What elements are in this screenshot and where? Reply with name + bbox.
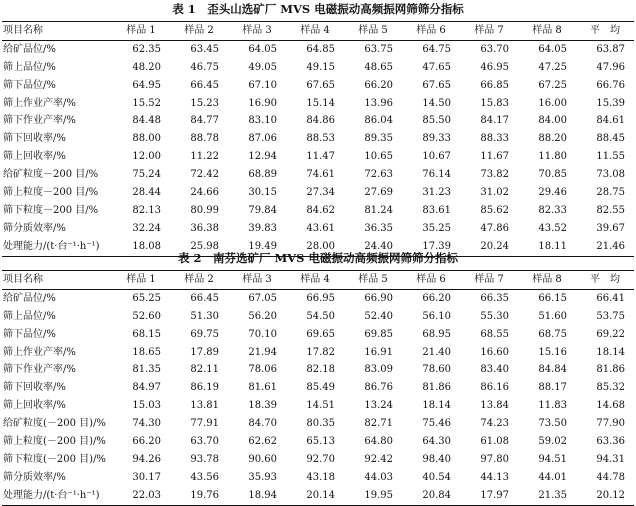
value-cell: 44.78: [596, 471, 625, 483]
value-cell: 64.80: [364, 435, 393, 447]
value-cell: 47.96: [596, 61, 625, 73]
value-cell: 17.82: [306, 346, 335, 358]
value-cell: 86.16: [480, 382, 509, 394]
value-cell: 69.85: [364, 328, 393, 340]
value-cell: 88.45: [596, 133, 625, 145]
value-cell: 82.71: [364, 418, 393, 430]
row-label-cell: 筛上粒度－200 目/%: [3, 186, 99, 198]
value-cell: 62.35: [132, 43, 161, 55]
value-cell: 35.93: [248, 471, 277, 483]
table-row: [2, 59, 634, 77]
value-cell: 88.33: [480, 133, 509, 145]
value-cell: 66.76: [596, 79, 625, 91]
value-cell: 66.41: [596, 292, 625, 304]
value-cell: 66.95: [306, 292, 335, 304]
column-header: 样品 5: [358, 273, 388, 285]
value-cell: 80.35: [306, 418, 335, 430]
value-cell: 83.09: [364, 364, 393, 376]
value-cell: 24.40: [364, 240, 393, 252]
value-cell: 75.46: [422, 418, 451, 430]
value-cell: 94.31: [596, 453, 625, 465]
value-cell: 20.14: [306, 489, 335, 501]
value-cell: 22.03: [132, 489, 161, 501]
row-label-cell: 筛下品位/%: [3, 79, 56, 91]
value-cell: 80.99: [190, 204, 219, 216]
row-label-cell: 筛上回收率/%: [3, 151, 66, 163]
table-row: [2, 77, 634, 95]
column-header: 样品 3: [242, 24, 272, 36]
column-header: 样品 5: [358, 24, 388, 36]
value-cell: 18.08: [132, 240, 161, 252]
value-cell: 35.25: [422, 222, 451, 234]
value-cell: 74.23: [480, 418, 509, 430]
value-cell: 39.83: [248, 222, 277, 234]
row-label-cell: 给矿粒度(－200 目)/%: [3, 418, 106, 430]
value-cell: 84.84: [538, 364, 567, 376]
row-label-cell: 筛下粒度(－200 目)/%: [3, 453, 106, 465]
value-cell: 90.60: [248, 453, 277, 465]
value-cell: 52.60: [132, 310, 161, 322]
value-cell: 48.20: [132, 61, 161, 73]
row-label-cell: 筛下粒度－200 目/%: [3, 204, 99, 216]
value-cell: 66.35: [480, 292, 509, 304]
value-cell: 18.39: [248, 400, 277, 412]
value-cell: 84.48: [132, 115, 161, 127]
table-2-caption: 表 2 南芬选矿厂 MVS 电磁振动高频振网筛筛分指标: [178, 251, 458, 265]
value-cell: 51.30: [190, 310, 219, 322]
value-cell: 67.10: [248, 79, 277, 91]
column-header: 样品 6: [416, 24, 446, 36]
value-cell: 21.40: [422, 346, 451, 358]
row-label-cell: 给矿品位/%: [3, 292, 56, 304]
table-row: [2, 326, 634, 344]
value-cell: 44.13: [480, 471, 509, 483]
value-cell: 12.94: [248, 151, 277, 163]
value-cell: 13.96: [364, 97, 393, 109]
table-row: [2, 202, 634, 220]
value-cell: 86.19: [190, 382, 219, 394]
value-cell: 76.14: [422, 169, 451, 181]
value-cell: 68.15: [132, 328, 161, 340]
value-cell: 43.56: [190, 471, 219, 483]
value-cell: 85.62: [480, 204, 509, 216]
table-row: [2, 361, 634, 379]
table-row: [2, 148, 634, 166]
value-cell: 46.95: [480, 61, 509, 73]
value-cell: 29.46: [538, 186, 567, 198]
value-cell: 93.78: [190, 453, 219, 465]
value-cell: 98.40: [422, 453, 451, 465]
column-header: 项目名称: [3, 24, 43, 36]
value-cell: 86.04: [364, 115, 393, 127]
value-cell: 16.60: [480, 346, 509, 358]
table-row: [2, 469, 634, 487]
value-cell: 15.16: [538, 346, 567, 358]
value-cell: 66.15: [538, 292, 567, 304]
column-header: 样品 1: [126, 273, 156, 285]
column-header: 平 均: [590, 273, 620, 285]
value-cell: 59.02: [538, 435, 567, 447]
table-1-header-row: [2, 22, 634, 41]
value-cell: 13.24: [364, 400, 393, 412]
value-cell: 92.70: [306, 453, 335, 465]
table-row: [2, 184, 634, 202]
value-cell: 21.46: [596, 240, 625, 252]
table-row: [2, 289, 634, 307]
value-cell: 43.52: [538, 222, 567, 234]
value-cell: 64.05: [248, 43, 277, 55]
table-2-container: [2, 270, 634, 506]
value-cell: 48.65: [364, 61, 393, 73]
value-cell: 56.20: [248, 310, 277, 322]
value-cell: 62.62: [248, 435, 277, 447]
value-cell: 18.94: [248, 489, 277, 501]
value-cell: 53.75: [596, 310, 625, 322]
value-cell: 14.51: [306, 400, 335, 412]
value-cell: 28.75: [596, 186, 625, 198]
value-cell: 72.42: [190, 169, 219, 181]
value-cell: 63.70: [480, 43, 509, 55]
value-cell: 44.03: [364, 471, 393, 483]
value-cell: 49.05: [248, 61, 277, 73]
value-cell: 84.61: [596, 115, 625, 127]
value-cell: 47.86: [480, 222, 509, 234]
value-cell: 10.65: [364, 151, 393, 163]
row-label-cell: 筛上作业产率/%: [3, 346, 76, 358]
value-cell: 82.13: [132, 204, 161, 216]
value-cell: 13.81: [190, 400, 219, 412]
row-label-cell: 筛上品位/%: [3, 61, 56, 73]
value-cell: 15.39: [596, 97, 625, 109]
value-cell: 47.65: [422, 61, 451, 73]
row-label-cell: 筛上品位/%: [3, 310, 56, 322]
value-cell: 72.63: [364, 169, 393, 181]
value-cell: 89.33: [422, 133, 451, 145]
table-row: [2, 308, 634, 326]
value-cell: 63.45: [190, 43, 219, 55]
value-cell: 54.50: [306, 310, 335, 322]
row-label-cell: 给矿粒度－200 目/%: [3, 169, 99, 181]
value-cell: 47.25: [538, 61, 567, 73]
value-cell: 88.53: [306, 133, 335, 145]
table-row: [2, 433, 634, 451]
value-cell: 82.33: [538, 204, 567, 216]
value-cell: 81.86: [596, 364, 625, 376]
value-cell: 25.98: [190, 240, 219, 252]
value-cell: 81.35: [132, 364, 161, 376]
table-1-container: [2, 21, 634, 257]
column-header: 样品 8: [532, 24, 562, 36]
value-cell: 46.75: [190, 61, 219, 73]
value-cell: 81.61: [248, 382, 277, 394]
value-cell: 69.22: [596, 328, 625, 340]
table-row: [2, 112, 634, 130]
value-cell: 28.44: [132, 186, 161, 198]
value-cell: 49.15: [306, 61, 335, 73]
table-2-body: [2, 289, 634, 505]
table-1-body: [2, 40, 634, 256]
value-cell: 81.86: [422, 382, 451, 394]
value-cell: 40.54: [422, 471, 451, 483]
table-row: [2, 166, 634, 184]
value-cell: 66.20: [364, 79, 393, 91]
value-cell: 69.65: [306, 328, 335, 340]
value-cell: 32.24: [132, 222, 161, 234]
value-cell: 52.40: [364, 310, 393, 322]
value-cell: 64.75: [422, 43, 451, 55]
table-row: [2, 451, 634, 469]
column-header: 样品 3: [242, 273, 272, 285]
value-cell: 21.94: [248, 346, 277, 358]
value-cell: 15.14: [306, 97, 335, 109]
value-cell: 15.03: [132, 400, 161, 412]
value-cell: 17.89: [190, 346, 219, 358]
value-cell: 63.87: [596, 43, 625, 55]
value-cell: 74.61: [306, 169, 335, 181]
value-cell: 70.85: [538, 169, 567, 181]
value-cell: 13.84: [480, 400, 509, 412]
value-cell: 82.18: [306, 364, 335, 376]
value-cell: 84.70: [248, 418, 277, 430]
table-row: [2, 130, 634, 148]
value-cell: 66.45: [190, 292, 219, 304]
table-1-caption: 表 1 歪头山选矿厂 MVS 电磁振动高频振网筛筛分指标: [172, 2, 464, 16]
value-cell: 86.76: [364, 382, 393, 394]
value-cell: 66.45: [190, 79, 219, 91]
value-cell: 30.15: [248, 186, 277, 198]
value-cell: 55.30: [480, 310, 509, 322]
value-cell: 94.51: [538, 453, 567, 465]
value-cell: 36.38: [190, 222, 219, 234]
value-cell: 85.50: [422, 115, 451, 127]
row-label-cell: 筛上回收率/%: [3, 400, 66, 412]
value-cell: 74.30: [132, 418, 161, 430]
value-cell: 24.66: [190, 186, 219, 198]
column-header: 平 均: [590, 24, 620, 36]
value-cell: 73.08: [596, 169, 625, 181]
value-cell: 64.85: [306, 43, 335, 55]
value-cell: 83.40: [480, 364, 509, 376]
row-label-cell: 处理能力/(t·台⁻¹·h⁻¹): [3, 489, 100, 501]
value-cell: 31.23: [422, 186, 451, 198]
column-header: 样品 2: [184, 273, 214, 285]
value-cell: 81.24: [364, 204, 393, 216]
value-cell: 12.00: [132, 151, 161, 163]
value-cell: 84.97: [132, 382, 161, 394]
column-header: 样品 4: [300, 24, 330, 36]
value-cell: 43.61: [306, 222, 335, 234]
value-cell: 64.05: [538, 43, 567, 55]
value-cell: 66.20: [132, 435, 161, 447]
row-label-cell: 筛下回收率/%: [3, 133, 66, 145]
value-cell: 19.95: [364, 489, 393, 501]
value-cell: 31.02: [480, 186, 509, 198]
row-label-cell: 筛下品位/%: [3, 328, 56, 340]
value-cell: 82.55: [596, 204, 625, 216]
value-cell: 84.77: [190, 115, 219, 127]
value-cell: 88.78: [190, 133, 219, 145]
row-label-cell: 筛下作业产率/%: [3, 115, 76, 127]
value-cell: 84.86: [306, 115, 335, 127]
row-label-cell: 筛上作业产率/%: [3, 97, 76, 109]
value-cell: 14.68: [596, 400, 625, 412]
value-cell: 20.12: [596, 489, 625, 501]
table-row: [2, 397, 634, 415]
value-cell: 92.42: [364, 453, 393, 465]
value-cell: 14.50: [422, 97, 451, 109]
value-cell: 15.52: [132, 97, 161, 109]
column-header: 样品 1: [126, 24, 156, 36]
value-cell: 20.24: [480, 240, 509, 252]
value-cell: 79.84: [248, 204, 277, 216]
value-cell: 87.06: [248, 133, 277, 145]
value-cell: 83.10: [248, 115, 277, 127]
value-cell: 65.13: [306, 435, 335, 447]
value-cell: 20.84: [422, 489, 451, 501]
table-row: [2, 415, 634, 433]
column-header: 项目名称: [3, 273, 43, 285]
value-cell: 56.10: [422, 310, 451, 322]
value-cell: 18.11: [538, 240, 567, 252]
value-cell: 65.25: [132, 292, 161, 304]
value-cell: 68.89: [248, 169, 277, 181]
value-cell: 10.67: [422, 151, 451, 163]
value-cell: 88.17: [538, 382, 567, 394]
row-label-cell: 筛分质效率/%: [3, 471, 66, 483]
column-header: 样品 7: [474, 273, 504, 285]
column-header: 样品 7: [474, 24, 504, 36]
value-cell: 88.00: [132, 133, 161, 145]
value-cell: 39.67: [596, 222, 625, 234]
table-row: [2, 344, 634, 362]
value-cell: 36.35: [364, 222, 393, 234]
value-cell: 85.49: [306, 382, 335, 394]
table-2: [2, 270, 634, 506]
value-cell: 84.17: [480, 115, 509, 127]
row-label-cell: 筛上粒度(－200 目)/%: [3, 435, 106, 447]
value-cell: 11.22: [190, 151, 219, 163]
table-row: [2, 379, 634, 397]
value-cell: 11.83: [538, 400, 567, 412]
value-cell: 30.17: [132, 471, 161, 483]
value-cell: 68.75: [538, 328, 567, 340]
row-label-cell: 处理能力/(t·台⁻¹·h⁻¹): [3, 240, 100, 252]
value-cell: 73.50: [538, 418, 567, 430]
value-cell: 16.90: [248, 97, 277, 109]
value-cell: 77.90: [596, 418, 625, 430]
value-cell: 67.65: [422, 79, 451, 91]
value-cell: 11.47: [306, 151, 335, 163]
value-cell: 63.75: [364, 43, 393, 55]
value-cell: 68.55: [480, 328, 509, 340]
table-row: [2, 220, 634, 238]
value-cell: 19.49: [248, 240, 277, 252]
value-cell: 85.32: [596, 382, 625, 394]
value-cell: 17.39: [422, 240, 451, 252]
value-cell: 78.06: [248, 364, 277, 376]
table-row: [2, 487, 634, 505]
value-cell: 43.18: [306, 471, 335, 483]
value-cell: 97.80: [480, 453, 509, 465]
value-cell: 63.70: [190, 435, 219, 447]
value-cell: 73.82: [480, 169, 509, 181]
value-cell: 28.00: [306, 240, 335, 252]
value-cell: 67.65: [306, 79, 335, 91]
table-row: [2, 40, 634, 58]
value-cell: 27.69: [364, 186, 393, 198]
value-cell: 21.35: [538, 489, 567, 501]
row-label-cell: 筛下回收率/%: [3, 382, 66, 394]
value-cell: 18.65: [132, 346, 161, 358]
value-cell: 63.36: [596, 435, 625, 447]
value-cell: 82.11: [190, 364, 219, 376]
value-cell: 66.20: [422, 292, 451, 304]
value-cell: 18.14: [422, 400, 451, 412]
value-cell: 18.14: [596, 346, 625, 358]
value-cell: 68.95: [422, 328, 451, 340]
value-cell: 16.91: [364, 346, 393, 358]
value-cell: 84.00: [538, 115, 567, 127]
value-cell: 66.90: [364, 292, 393, 304]
value-cell: 88.20: [538, 133, 567, 145]
value-cell: 17.97: [480, 489, 509, 501]
value-cell: 27.34: [306, 186, 335, 198]
value-cell: 64.30: [422, 435, 451, 447]
value-cell: 15.23: [190, 97, 219, 109]
value-cell: 69.75: [190, 328, 219, 340]
value-cell: 51.60: [538, 310, 567, 322]
value-cell: 19.76: [190, 489, 219, 501]
value-cell: 70.10: [248, 328, 277, 340]
column-header: 样品 8: [532, 273, 562, 285]
value-cell: 15.83: [480, 97, 509, 109]
column-header: 样品 2: [184, 24, 214, 36]
value-cell: 64.95: [132, 79, 161, 91]
value-cell: 11.67: [480, 151, 509, 163]
value-cell: 78.60: [422, 364, 451, 376]
value-cell: 94.26: [132, 453, 161, 465]
value-cell: 75.24: [132, 169, 161, 181]
value-cell: 44.01: [538, 471, 567, 483]
row-label-cell: 给矿品位/%: [3, 43, 56, 55]
value-cell: 84.62: [306, 204, 335, 216]
value-cell: 89.35: [364, 133, 393, 145]
row-label-cell: 筛分质效率/%: [3, 222, 66, 234]
value-cell: 83.61: [422, 204, 451, 216]
column-header: 样品 4: [300, 273, 330, 285]
value-cell: 66.85: [480, 79, 509, 91]
table-1: [2, 21, 634, 257]
value-cell: 11.80: [538, 151, 567, 163]
value-cell: 16.00: [538, 97, 567, 109]
value-cell: 67.25: [538, 79, 567, 91]
table-row: [2, 95, 634, 113]
column-header: 样品 6: [416, 273, 446, 285]
value-cell: 77.91: [190, 418, 219, 430]
value-cell: 11.55: [596, 151, 625, 163]
row-label-cell: 筛下作业产率/%: [3, 364, 76, 376]
value-cell: 61.08: [480, 435, 509, 447]
table-2-header-row: [2, 271, 634, 290]
value-cell: 67.05: [248, 292, 277, 304]
